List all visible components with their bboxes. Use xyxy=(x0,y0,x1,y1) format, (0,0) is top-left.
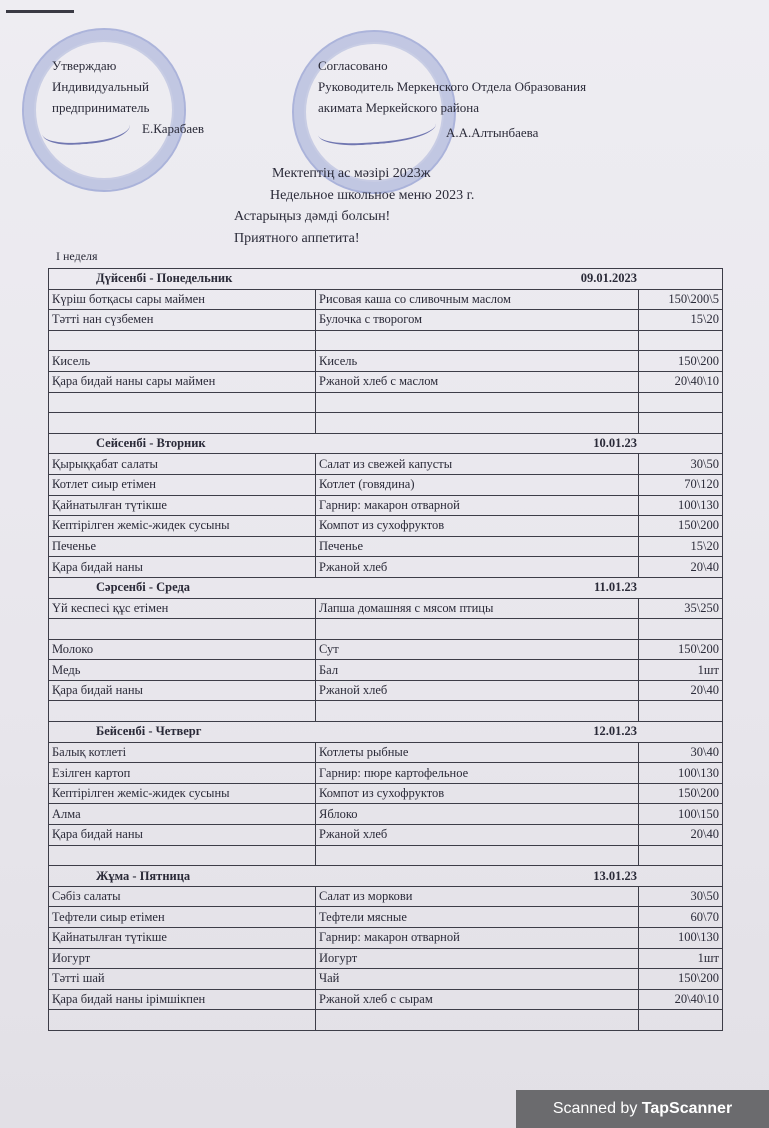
menu-row xyxy=(49,639,723,660)
weekly-menu-table xyxy=(48,268,723,1031)
portion-amount: 100\130 xyxy=(639,928,723,949)
portion-amount: 30\50 xyxy=(639,454,723,475)
dish-name-kz xyxy=(49,1010,316,1031)
portion-amount xyxy=(639,1010,723,1031)
menu-row xyxy=(49,969,723,990)
portion-amount: 20\40\10 xyxy=(639,989,723,1010)
portion-amount: 150\200 xyxy=(639,639,723,660)
dish-name-ru: Гарнир: макарон отварной xyxy=(316,928,639,949)
menu-row xyxy=(49,783,723,804)
menu-row xyxy=(49,886,723,907)
portion-amount xyxy=(639,413,723,434)
portion-amount: 150\200 xyxy=(639,351,723,372)
dish-name-kz: Қара бидай наны сары маймен xyxy=(49,371,316,392)
appetite-ru: Приятного аппетита! xyxy=(234,231,360,246)
dish-name-kz xyxy=(49,413,316,434)
dish-name-ru: Чай xyxy=(316,969,639,990)
menu-row xyxy=(49,413,723,434)
portion-amount xyxy=(639,392,723,413)
dish-name-kz: Күріш ботқасы сары маймен xyxy=(49,289,316,310)
menu-row xyxy=(49,1010,723,1031)
menu-row xyxy=(49,804,723,825)
dish-name-ru xyxy=(316,330,639,351)
menu-row xyxy=(49,619,723,640)
dish-name-ru: Салат из свежей капусты xyxy=(316,454,639,475)
menu-row xyxy=(49,330,723,351)
dish-name-kz: Иогурт xyxy=(49,948,316,969)
menu-row xyxy=(49,289,723,310)
dish-name-kz: Тефтели сиыр етімен xyxy=(49,907,316,928)
portion-amount: 100\130 xyxy=(639,495,723,516)
portion-amount xyxy=(639,619,723,640)
portion-amount: 150\200 xyxy=(639,969,723,990)
menu-row xyxy=(49,474,723,495)
approval-block-right xyxy=(318,55,586,118)
day-date: 09.01.2023 xyxy=(580,271,638,286)
day-header-cell xyxy=(49,722,723,743)
dish-name-ru: Сут xyxy=(316,639,639,660)
portion-amount xyxy=(639,845,723,866)
dish-name-kz: Кептірілген жеміс-жидек сусыны xyxy=(49,783,316,804)
dish-name-ru: Ржаной хлеб xyxy=(316,825,639,846)
top-rule xyxy=(6,10,74,13)
menu-title-ru: Недельное школьное меню 2023 г. xyxy=(270,188,475,203)
menu-row xyxy=(49,557,723,578)
day-name: Сейсенбі - Вторник xyxy=(96,436,206,451)
dish-name-ru xyxy=(316,1010,639,1031)
watermark-brand: TapScanner xyxy=(641,1100,733,1117)
approval-line: Руководитель Меркенского Отдела Образования xyxy=(318,79,587,94)
portion-amount: 30\50 xyxy=(639,886,723,907)
day-header-cell xyxy=(49,866,723,887)
day-header-row xyxy=(49,269,723,290)
dish-name-ru xyxy=(316,392,639,413)
portion-amount: 1шт xyxy=(639,660,723,681)
menu-row xyxy=(49,989,723,1010)
portion-amount: 150\200 xyxy=(639,516,723,537)
week-label: I неделя xyxy=(56,249,98,263)
portion-amount: 20\40 xyxy=(639,557,723,578)
dish-name-ru: Котлеты рыбные xyxy=(316,742,639,763)
menu-row xyxy=(49,371,723,392)
dish-name-kz: Қайнатылған түтікше xyxy=(49,495,316,516)
dish-name-kz: Балық котлеті xyxy=(49,742,316,763)
menu-title-kz: Мектептің ас мәзірі 2023ж xyxy=(272,166,431,181)
portion-amount: 100\130 xyxy=(639,763,723,784)
dish-name-ru: Ржаной хлеб с сырам xyxy=(316,989,639,1010)
approval-heading: Утверждаю xyxy=(52,58,117,73)
dish-name-kz: Алма xyxy=(49,804,316,825)
dish-name-kz: Қара бидай наны xyxy=(49,825,316,846)
dish-name-ru: Рисовая каша со сливочным маслом xyxy=(316,289,639,310)
dish-name-ru: Компот из сухофруктов xyxy=(316,783,639,804)
menu-row xyxy=(49,598,723,619)
dish-name-kz: Қайнатылған түтікше xyxy=(49,928,316,949)
portion-amount: 70\120 xyxy=(639,474,723,495)
approval-heading: Согласовано xyxy=(318,58,388,73)
scanner-watermark xyxy=(516,1090,769,1128)
day-date: 13.01.23 xyxy=(593,868,638,883)
dish-name-ru: Иогурт xyxy=(316,948,639,969)
menu-row xyxy=(49,660,723,681)
dish-name-kz xyxy=(49,392,316,413)
day-date: 10.01.23 xyxy=(593,436,638,451)
menu-row xyxy=(49,536,723,557)
menu-row xyxy=(49,845,723,866)
dish-name-kz xyxy=(49,330,316,351)
dish-name-ru: Кисель xyxy=(316,351,639,372)
dish-name-kz: Сәбіз салаты xyxy=(49,886,316,907)
dish-name-ru: Ржаной хлеб с маслом xyxy=(316,371,639,392)
portion-amount: 20\40\10 xyxy=(639,371,723,392)
day-name: Бейсенбі - Четверг xyxy=(96,724,202,739)
approver-name-right: А.А.Алтынбаева xyxy=(446,125,539,140)
portion-amount: 30\40 xyxy=(639,742,723,763)
portion-amount: 15\20 xyxy=(639,310,723,331)
dish-name-ru: Салат из моркови xyxy=(316,886,639,907)
menu-row xyxy=(49,825,723,846)
day-date: 12.01.23 xyxy=(593,724,638,739)
dish-name-ru xyxy=(316,413,639,434)
menu-row xyxy=(49,516,723,537)
dish-name-kz xyxy=(49,701,316,722)
menu-row xyxy=(49,701,723,722)
watermark-prefix: Scanned by xyxy=(552,1100,638,1117)
menu-row xyxy=(49,454,723,475)
dish-name-ru: Ржаной хлеб xyxy=(316,557,639,578)
portion-amount xyxy=(639,330,723,351)
portion-amount: 150\200 xyxy=(639,783,723,804)
approval-line: акимата Меркейского района xyxy=(318,100,479,115)
appetite-kz: Астарыңыз дәмді болсын! xyxy=(234,209,391,224)
day-header-cell xyxy=(49,269,723,290)
dish-name-ru xyxy=(316,701,639,722)
menu-row xyxy=(49,742,723,763)
day-header-row xyxy=(49,722,723,743)
day-header-row xyxy=(49,866,723,887)
dish-name-kz: Медь xyxy=(49,660,316,681)
dish-name-ru: Бал xyxy=(316,660,639,681)
dish-name-ru xyxy=(316,619,639,640)
dish-name-kz: Молоко xyxy=(49,639,316,660)
portion-amount: 1шт xyxy=(639,948,723,969)
portion-amount: 15\20 xyxy=(639,536,723,557)
menu-row xyxy=(49,907,723,928)
portion-amount: 35\250 xyxy=(639,598,723,619)
menu-row xyxy=(49,680,723,701)
approval-block-left xyxy=(52,55,149,118)
menu-row xyxy=(49,392,723,413)
dish-name-kz: Қара бидай наны xyxy=(49,680,316,701)
day-header-row xyxy=(49,577,723,598)
portion-amount: 150\200\5 xyxy=(639,289,723,310)
menu-row xyxy=(49,351,723,372)
menu-row xyxy=(49,310,723,331)
dish-name-kz: Кептірілген жеміс-жидек сусыны xyxy=(49,516,316,537)
menu-row xyxy=(49,948,723,969)
day-header-cell xyxy=(49,577,723,598)
menu-row xyxy=(49,495,723,516)
dish-name-kz: Үй кеспесі құс етімен xyxy=(49,598,316,619)
dish-name-ru: Яблоко xyxy=(316,804,639,825)
dish-name-kz xyxy=(49,845,316,866)
dish-name-ru: Булочка с творогом xyxy=(316,310,639,331)
dish-name-kz: Тәтті шай xyxy=(49,969,316,990)
day-header-cell xyxy=(49,433,723,454)
dish-name-kz: Езілген картоп xyxy=(49,763,316,784)
approval-line: предприниматель xyxy=(52,100,150,115)
approval-line: Индивидуальный xyxy=(52,79,149,94)
day-name: Дүйсенбі - Понедельник xyxy=(96,271,233,286)
portion-amount xyxy=(639,701,723,722)
portion-amount: 20\40 xyxy=(639,825,723,846)
approver-name-left: Е.Карабаев xyxy=(142,121,205,136)
day-date: 11.01.23 xyxy=(593,580,638,595)
dish-name-kz xyxy=(49,619,316,640)
dish-name-ru: Гарнир: пюре картофельное xyxy=(316,763,639,784)
dish-name-kz: Печенье xyxy=(49,536,316,557)
dish-name-ru: Тефтели мясные xyxy=(316,907,639,928)
day-name: Сәрсенбі - Среда xyxy=(96,580,191,595)
dish-name-kz: Қара бидай наны xyxy=(49,557,316,578)
dish-name-ru: Котлет (говядина) xyxy=(316,474,639,495)
portion-amount: 60\70 xyxy=(639,907,723,928)
dish-name-ru: Печенье xyxy=(316,536,639,557)
dish-name-ru: Лапша домашняя с мясом птицы xyxy=(316,598,639,619)
dish-name-kz: Қырыққабат салаты xyxy=(49,454,316,475)
dish-name-ru: Ржаной хлеб xyxy=(316,680,639,701)
day-name: Жұма - Пятница xyxy=(96,868,191,883)
dish-name-kz: Котлет сиыр етімен xyxy=(49,474,316,495)
menu-row xyxy=(49,928,723,949)
portion-amount: 20\40 xyxy=(639,680,723,701)
dish-name-kz: Кисель xyxy=(49,351,316,372)
menu-row xyxy=(49,763,723,784)
portion-amount: 100\150 xyxy=(639,804,723,825)
day-header-row xyxy=(49,433,723,454)
dish-name-ru: Компот из сухофруктов xyxy=(316,516,639,537)
dish-name-kz: Қара бидай наны ірімшікпен xyxy=(49,989,316,1010)
dish-name-ru xyxy=(316,845,639,866)
dish-name-ru: Гарнир: макарон отварной xyxy=(316,495,639,516)
dish-name-kz: Тәтті нан сүзбемен xyxy=(49,310,316,331)
